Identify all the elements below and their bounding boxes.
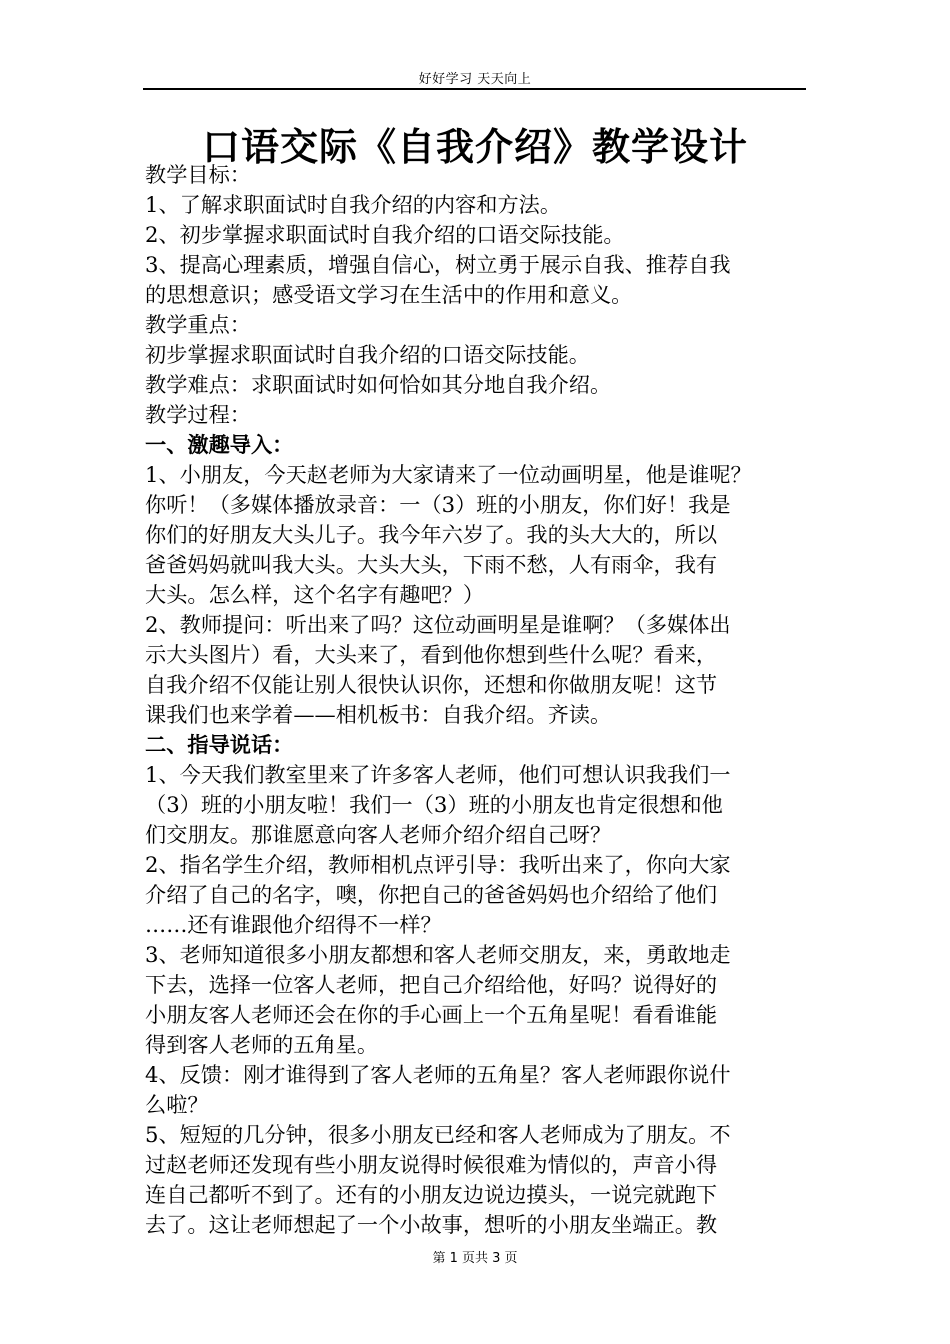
- body-line: 1、小朋友，今天赵老师为大家请来了一位动画明星，他是谁呢？: [145, 462, 752, 487]
- body-line: 初步掌握求职面试时自我介绍的口语交际技能。: [145, 342, 590, 367]
- body-line: 介绍了自己的名字，噢，你把自己的爸爸妈妈也介绍给了他们: [145, 882, 718, 907]
- document-body: [145, 160, 820, 1240]
- body-line: 3、老师知道很多小朋友都想和客人老师交朋友，来，勇敢地走: [145, 942, 731, 967]
- section-heading: 二、指导说话：: [145, 732, 294, 757]
- body-line: 你们的好朋友大头儿子。我今年六岁了。我的头大大的，所以: [145, 522, 718, 547]
- body-line: 们交朋友。那谁愿意向客人老师介绍介绍自己呀？: [145, 822, 612, 847]
- body-line: 过赵老师还发现有些小朋友说得时候很难为情似的，声音小得: [145, 1152, 718, 1177]
- page-footer: 第 1 页共 3 页: [432, 1251, 518, 1266]
- body-line: 4、反馈：刚才谁得到了客人老师的五角星？客人老师跟你说什: [145, 1062, 731, 1087]
- body-line: 教学难点：求职面试时如何恰如其分地自我介绍。: [145, 372, 612, 397]
- page-header: 好好学习 天天向上: [418, 72, 532, 87]
- header-divider: [143, 88, 806, 90]
- body-line: 自我介绍不仅能让别人很快认识你，还想和你做朋友呢！这节: [145, 672, 718, 697]
- body-line: 课我们也来学着——相机板书：自我介绍。齐读。: [145, 702, 612, 727]
- body-line: 教学目标：: [145, 162, 251, 187]
- body-line: 3、提高心理素质，增强自信心，树立勇于展示自我、推荐自我: [145, 252, 731, 277]
- body-line: 示大头图片）看，大头来了，看到他你想到些什么呢？看来，: [145, 642, 718, 667]
- body-line: 1、今天我们教室里来了许多客人老师，他们可想认识我我们一: [145, 762, 731, 787]
- body-line: 5、短短的几分钟，很多小朋友已经和客人老师成为了朋友。不: [145, 1122, 731, 1147]
- body-line: 教学重点：: [145, 312, 251, 337]
- body-line: 2、教师提问：听出来了吗？这位动画明星是谁啊？（多媒体出: [145, 612, 731, 637]
- body-line: 连自己都听不到了。还有的小朋友边说边摸头，一说完就跑下: [145, 1182, 718, 1207]
- body-line: （3）班的小朋友啦！我们一（3）班的小朋友也肯定很想和他: [145, 792, 723, 817]
- body-line: 2、初步掌握求职面试时自我介绍的口语交际技能。: [145, 222, 625, 247]
- body-line: 爸爸妈妈就叫我大头。大头大头，下雨不愁，人有雨伞，我有: [145, 552, 718, 577]
- body-line: 小朋友客人老师还会在你的手心画上一个五角星呢！看看谁能: [145, 1002, 718, 1027]
- body-line: 大头。怎么样，这个名字有趣吧？）: [145, 582, 485, 607]
- body-line: 下去，选择一位客人老师，把自己介绍给他，好吗？说得好的: [145, 972, 718, 997]
- body-line: 去了。这让老师想起了一个小故事，想听的小朋友坐端正。教: [145, 1212, 718, 1237]
- body-line: 你听！（多媒体播放录音：一（3）班的小朋友，你们好！我是: [145, 492, 731, 517]
- body-line: ……还有谁跟他介绍得不一样？: [145, 912, 442, 937]
- section-heading: 一、激趣导入：: [145, 432, 294, 457]
- body-line: 教学过程：: [145, 402, 251, 427]
- body-line: 2、指名学生介绍，教师相机点评引导：我听出来了，你向大家: [145, 852, 731, 877]
- document-title: 口语交际《自我介绍》教学设计: [201, 125, 748, 169]
- body-line: 得到客人老师的五角星。: [145, 1032, 379, 1057]
- body-line: 的思想意识；感受语文学习在生活中的作用和意义。: [145, 282, 633, 307]
- body-line: 么啦？: [145, 1092, 209, 1117]
- body-line: 1、了解求职面试时自我介绍的内容和方法。: [145, 192, 562, 217]
